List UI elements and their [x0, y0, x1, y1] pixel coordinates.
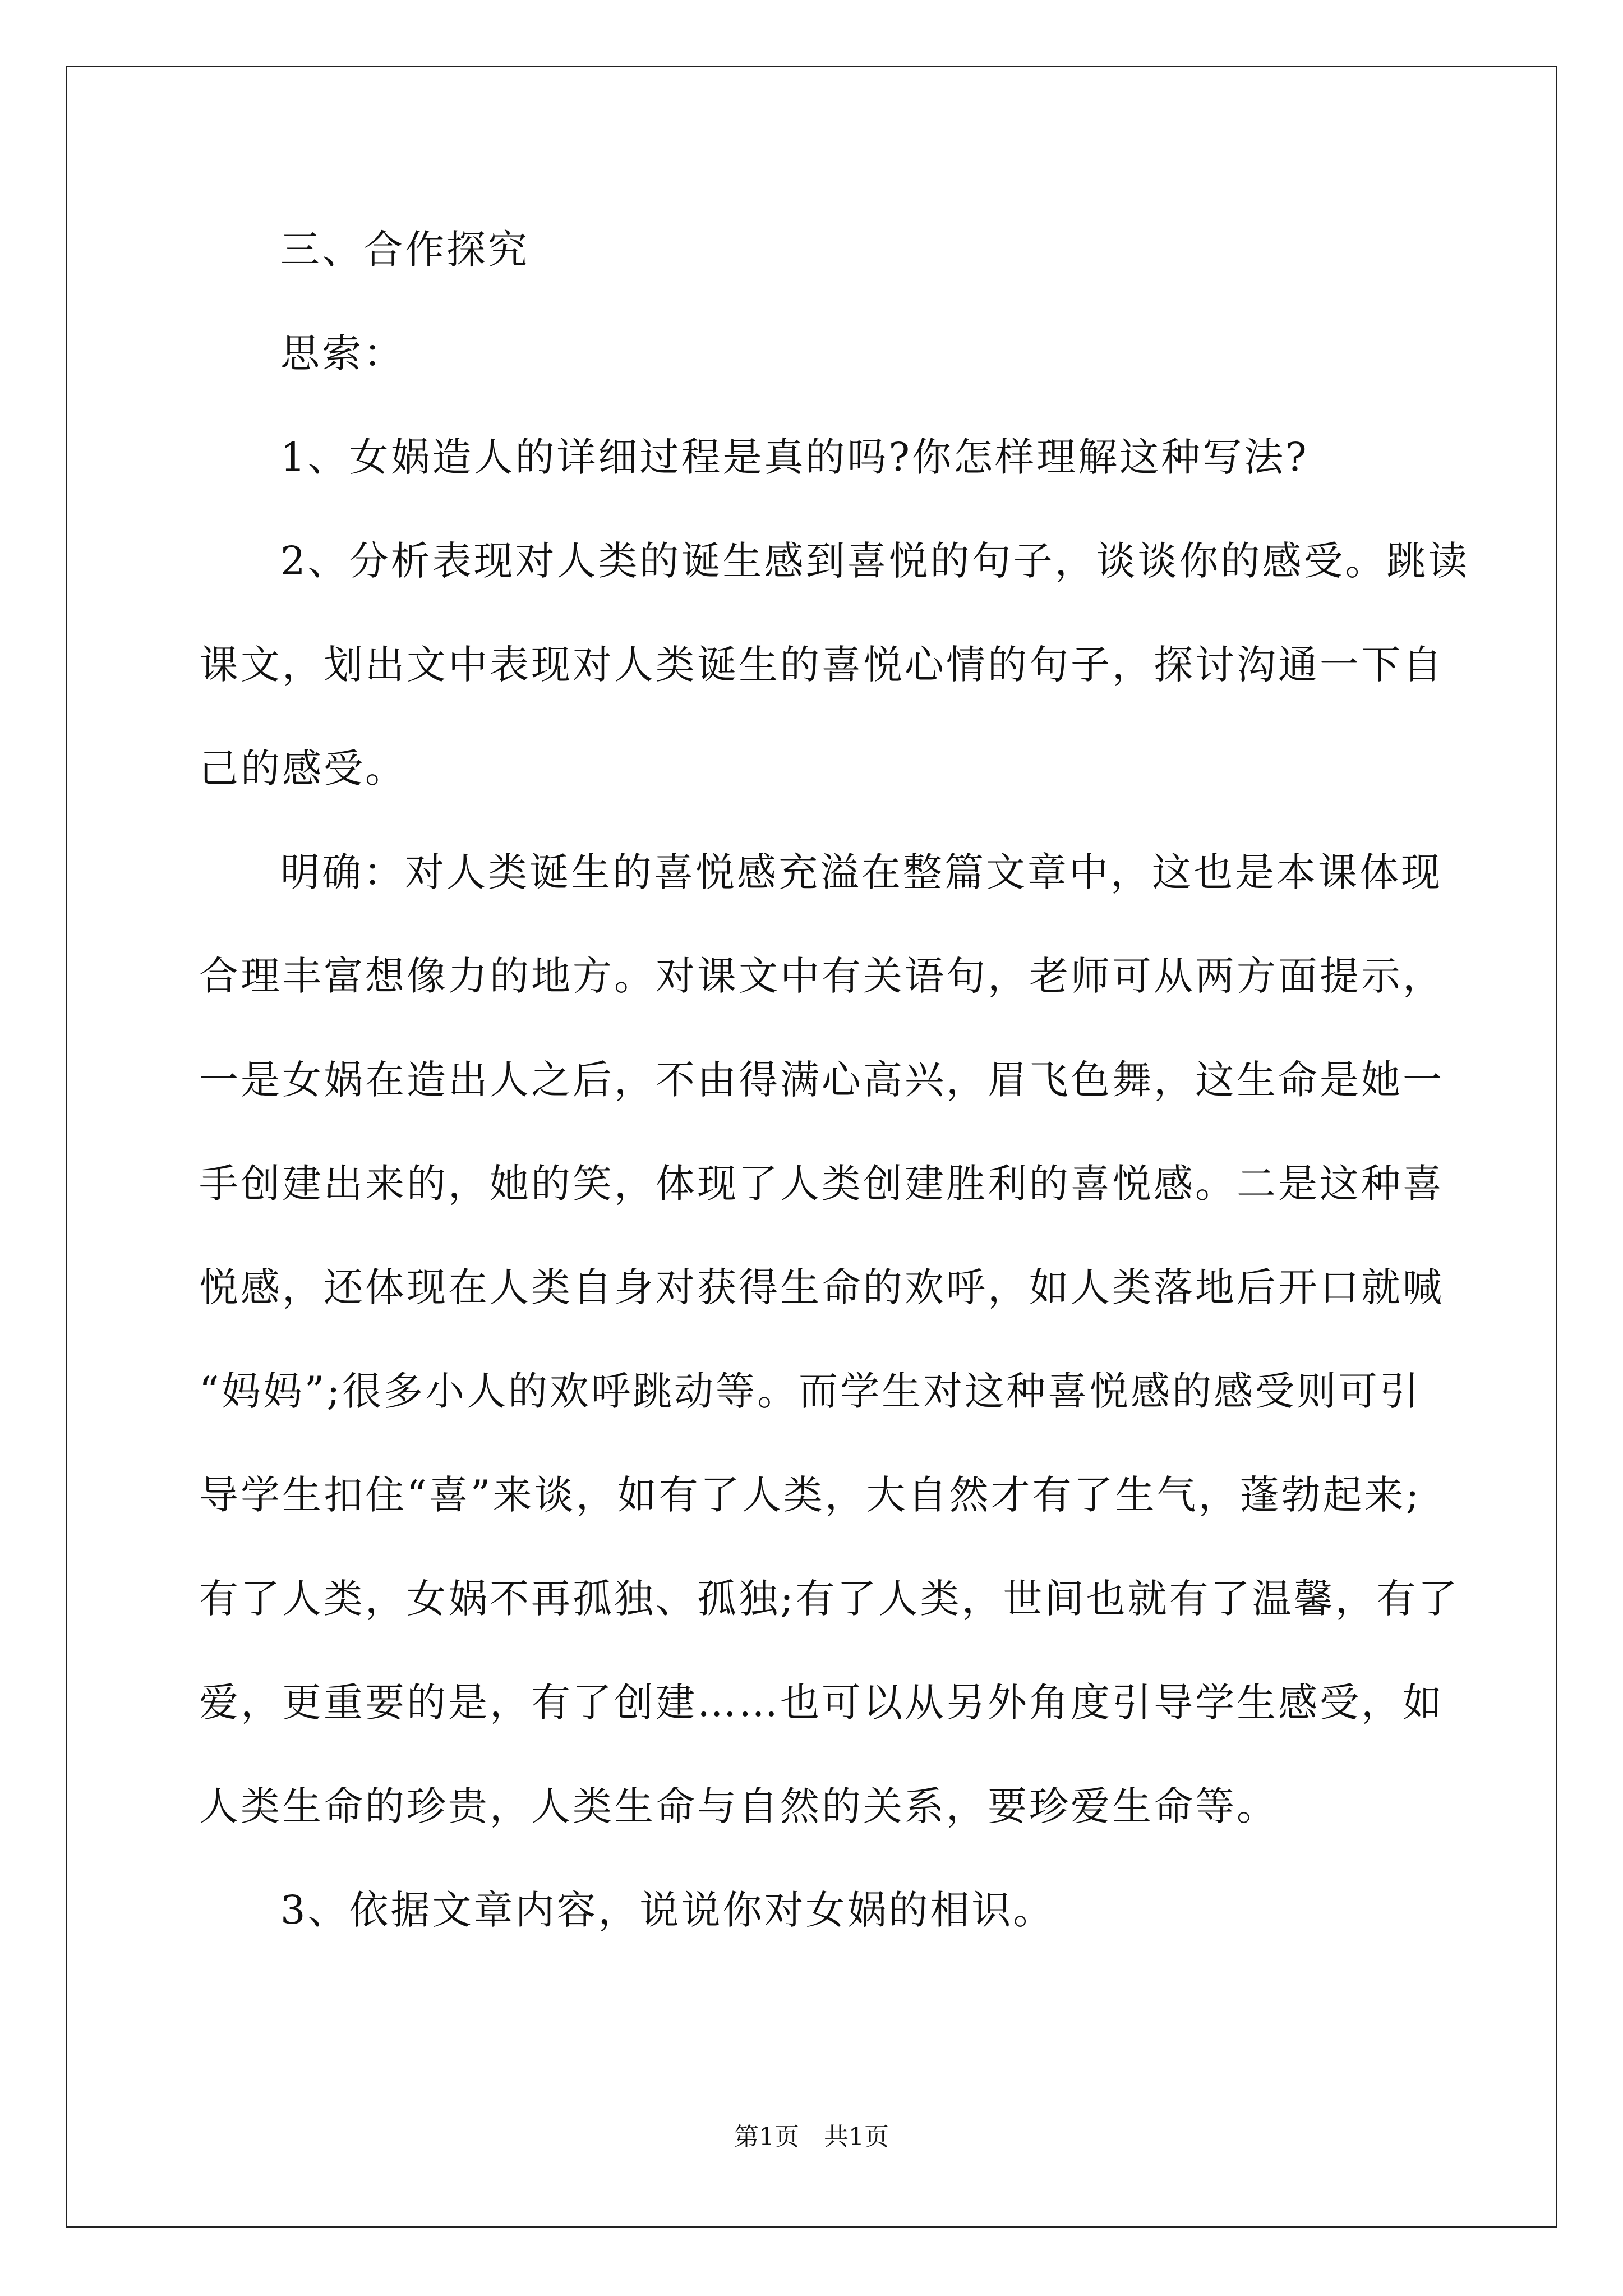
answer-line: 悦感，还体现在人类自身对获得生命的欢呼，如人类落地后开口就喊 [199, 1264, 1444, 1310]
answer-line: 导学生扣住“喜”来谈，如有了人类，大自然才有了生气，蓬勃起来; [199, 1472, 1422, 1518]
answer-line: 手创建出来的，她的笑，体现了人类创建胜利的喜悦感。二是这种喜 [199, 1161, 1444, 1207]
question-2-line: 2、分析表现对人类的诞生感到喜悦的句子，谈谈你的感受。跳读 [280, 538, 1470, 584]
page-footer: 第1页 共1页 [734, 2123, 889, 2151]
section-title: 三、合作探究 [280, 227, 529, 273]
answer-line: 一是女娲在造出人之后，不由得满心高兴，眉飞色舞，这生命是她一 [199, 1057, 1444, 1103]
answer-line: “妈妈”;很多小人的欢呼跳动等。而学生对这种喜悦感的感受则可引 [199, 1368, 1422, 1414]
question-2-line: 课文，划出文中表现对人类诞生的喜悦心情的句子，探讨沟通一下自 [199, 642, 1444, 688]
thinking-label: 思索： [280, 330, 405, 376]
answer-line: 爱，更重要的是，有了创建……也可以从另外角度引导学生感受，如 [199, 1680, 1444, 1726]
answer-line: 人类生命的珍贵，人类生命与自然的关系，要珍爱生命等。 [199, 1783, 1278, 1829]
question-3: 3、依据文章内容，说说你对女娲的相识。 [280, 1887, 1055, 1933]
answer-line: 有了人类，女娲不再孤独、孤独;有了人类，世间也就有了温馨，有了 [199, 1576, 1460, 1622]
answer-line: 合理丰富想像力的地方。对课文中有关语句，老师可从两方面提示， [199, 953, 1444, 999]
answer-line: 明确：对人类诞生的喜悦感充溢在整篇文章中，这也是本课体现 [280, 849, 1442, 895]
question-2-line: 己的感受。 [199, 746, 407, 792]
question-1: 1、女娲造人的详细过程是真的吗?你怎样理解这种写法? [280, 434, 1309, 480]
